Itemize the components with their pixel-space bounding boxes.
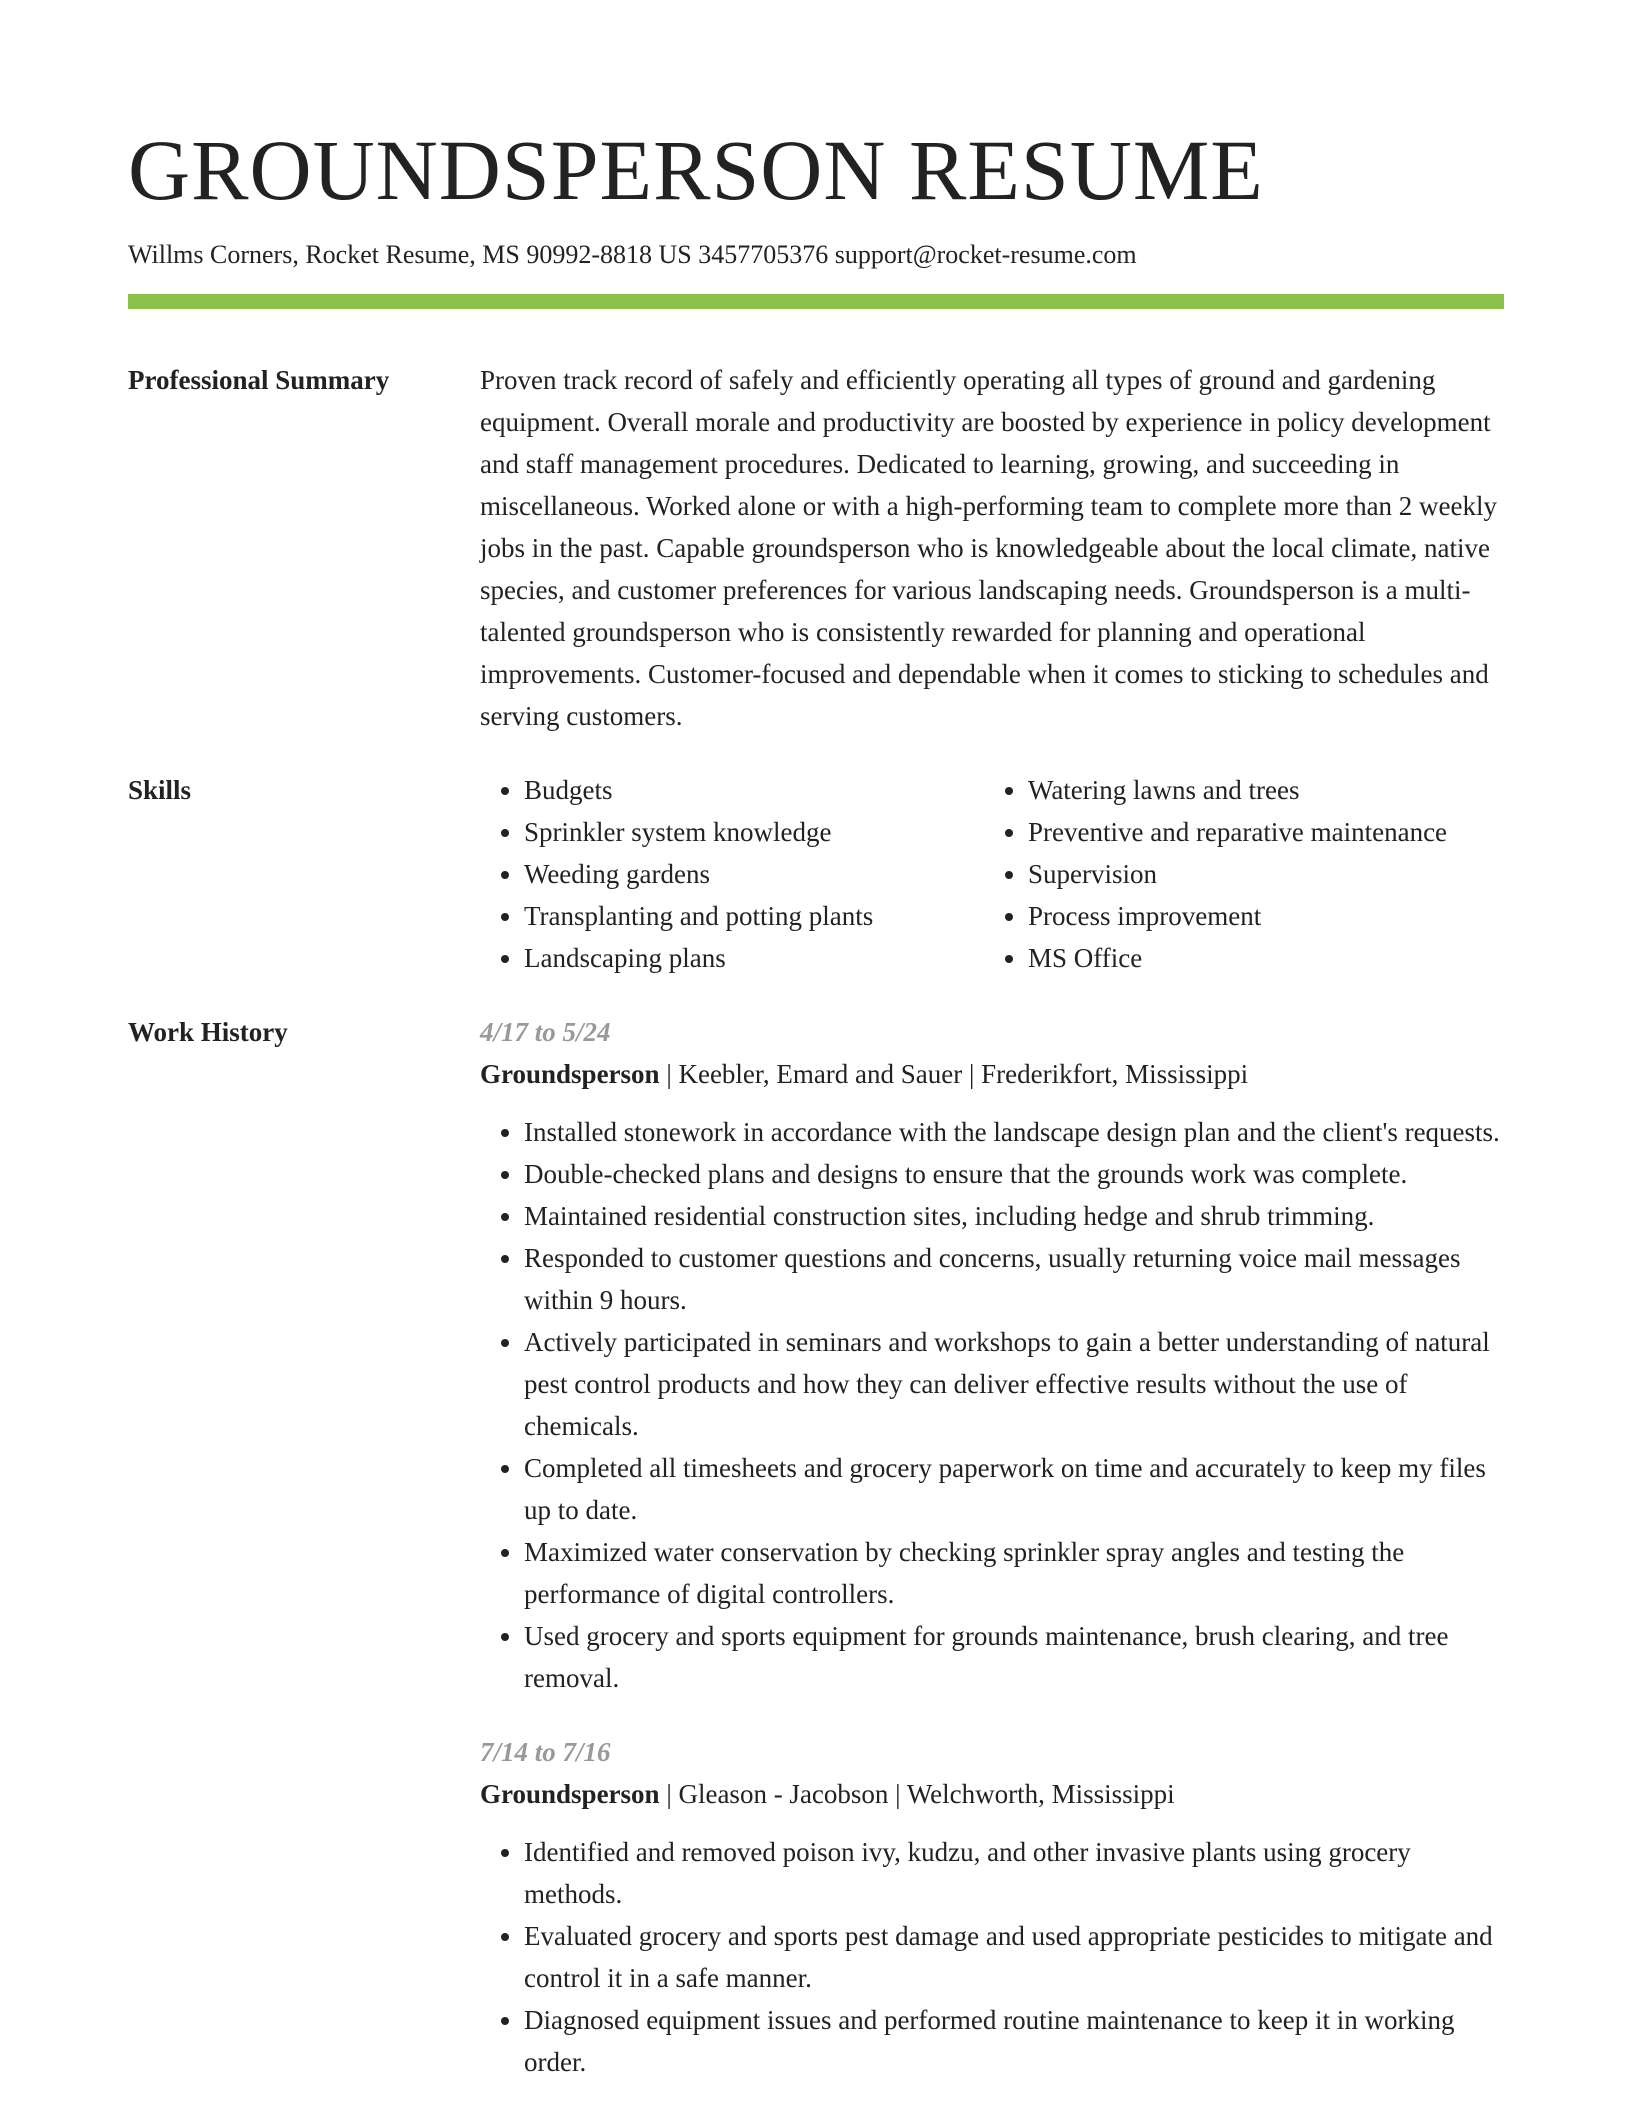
section-label-skills: Skills — [128, 775, 192, 805]
job-duty-item: • Responded to customer questions and concerns, usually returning voice mail messages within 9 hours. — [524, 1237, 1504, 1321]
resume-title: GROUNDSPERSON RESUME — [128, 122, 1264, 218]
resume-page — [128, 0, 1504, 2083]
skills-body — [480, 769, 1504, 979]
skills-list-left — [480, 769, 984, 979]
skill-item: • Weeding gardens — [524, 853, 984, 895]
skill-item: • Budgets — [524, 769, 984, 811]
skill-item: • MS Office — [1028, 937, 1488, 979]
skills-columns — [480, 769, 1504, 979]
job-title: Groundsperson — [480, 1779, 660, 1809]
job-title: Groundsperson — [480, 1059, 660, 1089]
professional-summary-section — [128, 359, 1504, 737]
contact-line: Willms Corners, Rocket Resume, MS 90992-8818 US 3457705376 support@rocket-resume.com — [128, 240, 1137, 269]
job-duty-item: • Evaluated grocery and sports pest damage and used appropriate pesticides to mitigate and control it in a safe manner. — [524, 1915, 1504, 1999]
job-duty-item: • Diagnosed equipment issues and performed routine maintenance to keep it in working order. — [524, 1999, 1504, 2083]
skill-item: • Process improvement — [1028, 895, 1488, 937]
header-divider — [128, 294, 1504, 309]
job-entry — [480, 1731, 1504, 2083]
job-header — [480, 1053, 1504, 1095]
summary-body — [480, 359, 1504, 737]
work-history-section — [128, 1011, 1504, 2083]
skill-item: • Preventive and reparative maintenance — [1028, 811, 1488, 853]
skill-item: • Sprinkler system knowledge — [524, 811, 984, 853]
job-duties-list — [480, 1111, 1504, 1699]
skill-item: • Supervision — [1028, 853, 1488, 895]
skills-section — [128, 769, 1504, 979]
section-label-work-history: Work History — [128, 1017, 288, 1047]
job-duties-list — [480, 1831, 1504, 2083]
job-duty-item: • Used grocery and sports equipment for grounds maintenance, brush clearing, and tree removal. — [524, 1615, 1504, 1699]
skills-list-right — [984, 769, 1488, 979]
job-dates: 7/14 to 7/16 — [480, 1737, 611, 1767]
summary-text: Proven track record of safely and efficiently operating all types of ground and gardening equipment. Overall morale and productivity are boosted by experience in policy development and staff management procedures. Dedicated to learning, growing, and succeeding in miscellaneous. Worked alone or with a high-performing team to complete more than 2 weekly jobs in the past. Capable groundsperson who is knowledgeable about the local climate, native species, and customer preferences for various landscaping needs. Groundsperson is a multi-talented groundsperson who is consistently rewarded for planning and operational improvements. Customer-focused and dependable when it comes to sticking to schedules and serving customers. — [480, 365, 1498, 731]
job-entry — [480, 1011, 1504, 1699]
section-label-professional-summary: Professional Summary — [128, 365, 390, 395]
job-employer-location: | Gleason - Jacobson | Welchworth, Mississippi — [659, 1779, 1175, 1809]
job-dates: 4/17 to 5/24 — [480, 1017, 611, 1047]
job-duty-item: • Maximized water conservation by checking sprinkler spray angles and testing the performance of digital controllers. — [524, 1531, 1504, 1615]
skill-item: • Watering lawns and trees — [1028, 769, 1488, 811]
skill-item: • Transplanting and potting plants — [524, 895, 984, 937]
job-employer-location: | Keebler, Emard and Sauer | Frederikfort, Mississippi — [659, 1059, 1249, 1089]
skills-column-right — [984, 769, 1488, 979]
job-duty-item: • Maintained residential construction sites, including hedge and shrub trimming. — [524, 1195, 1504, 1237]
job-duty-item: • Actively participated in seminars and workshops to gain a better understanding of natural pest control products and how they can deliver effective results without the use of chemicals. — [524, 1321, 1504, 1447]
skills-column-left — [480, 769, 984, 979]
job-header — [480, 1773, 1504, 1815]
job-duty-item: • Completed all timesheets and grocery paperwork on time and accurately to keep my files up to date. — [524, 1447, 1504, 1531]
job-duty-item: • Identified and removed poison ivy, kudzu, and other invasive plants using grocery methods. — [524, 1831, 1504, 1915]
work-history-body — [480, 1011, 1504, 2083]
skill-item: • Landscaping plans — [524, 937, 984, 979]
job-duty-item: • Double-checked plans and designs to ensure that the grounds work was complete. — [524, 1153, 1504, 1195]
job-duty-item: • Installed stonework in accordance with the landscape design plan and the client's requests. — [524, 1111, 1504, 1153]
